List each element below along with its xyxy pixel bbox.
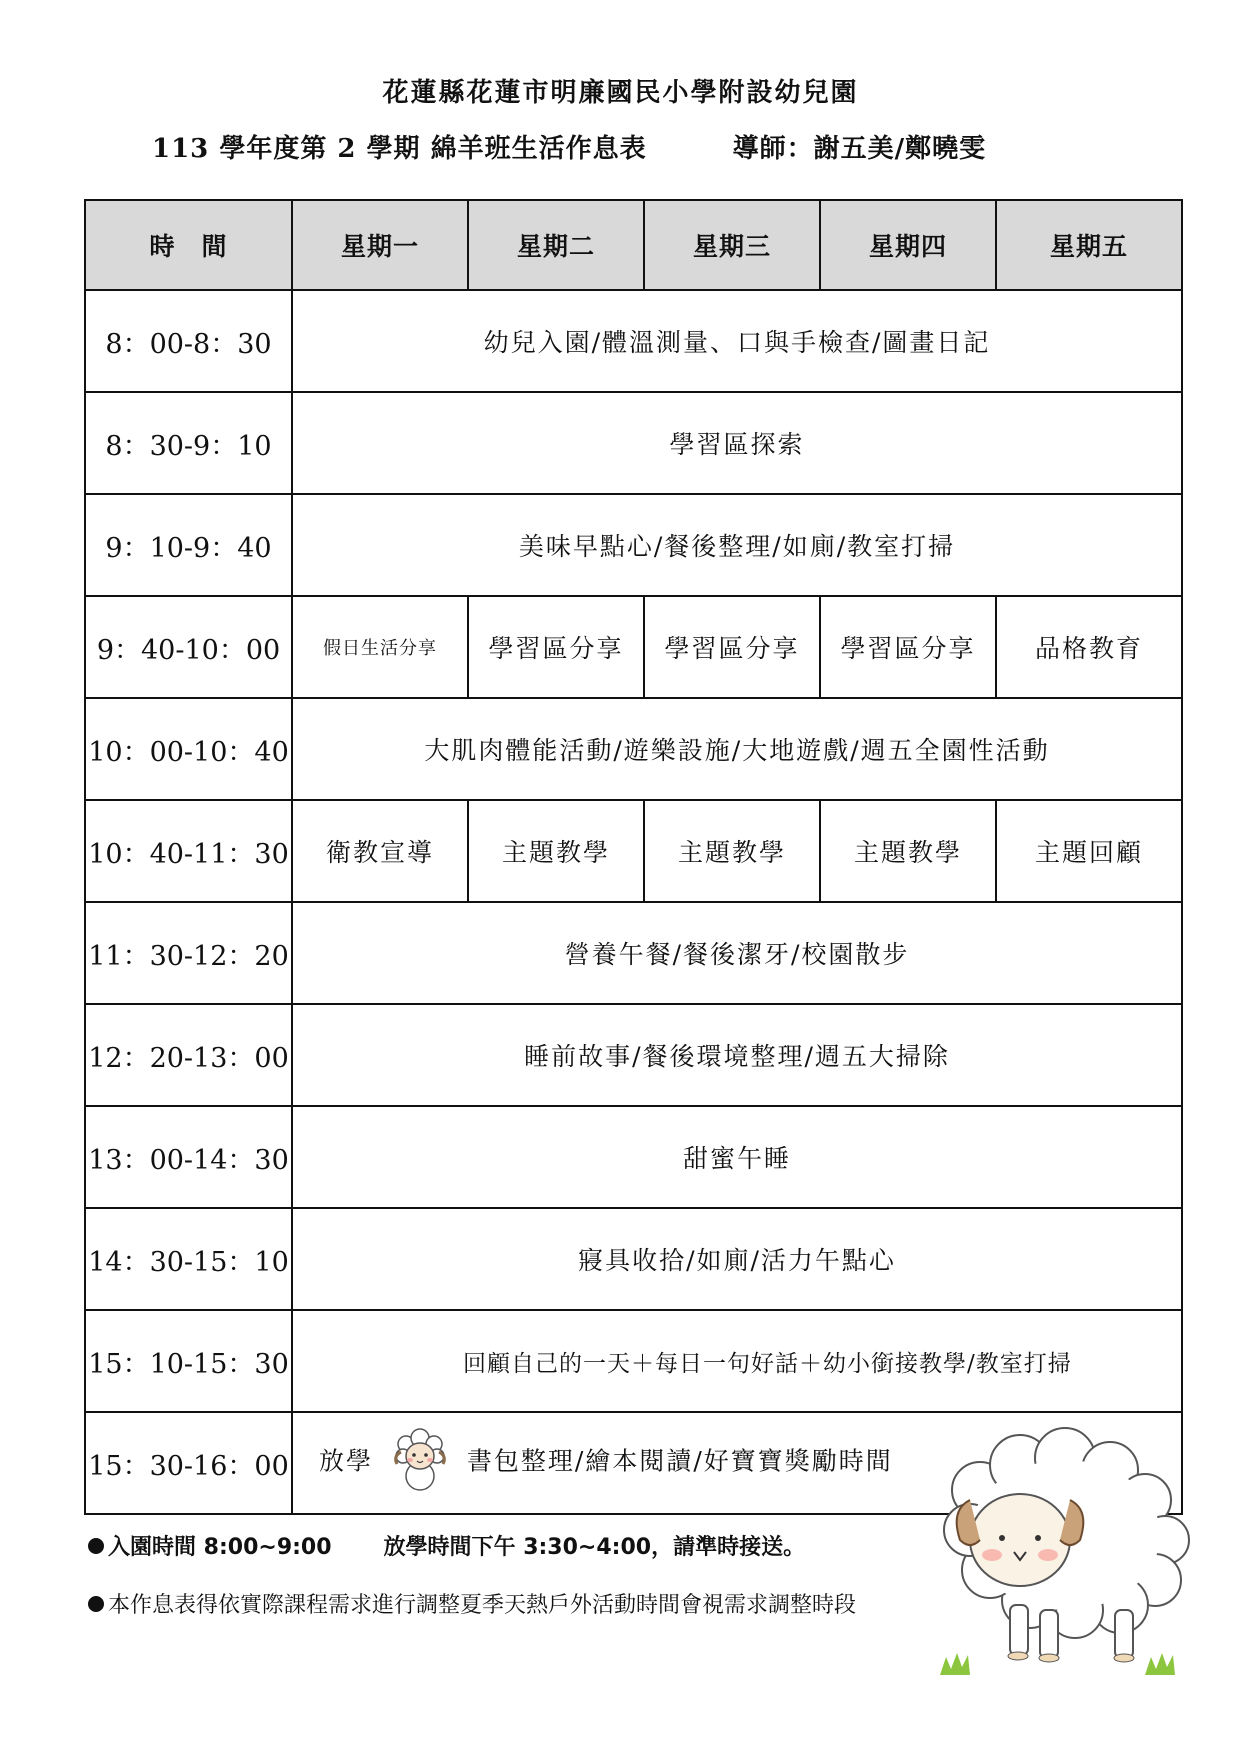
activity-cell-fri: 品格教育: [996, 596, 1182, 698]
table-row: [85, 1310, 1182, 1412]
bullet-icon: [88, 1596, 104, 1612]
table-row: [85, 1004, 1182, 1106]
table-row: [85, 494, 1182, 596]
activity-cell: 回顧自己的一天＋每日一句好話＋幼小銜接教學/教室打掃: [292, 1310, 1182, 1412]
table-row: [85, 1208, 1182, 1310]
sheep-illustration-small-icon: [391, 1426, 449, 1500]
activity-cell: 營養午餐/餐後潔牙/校園散步: [292, 902, 1182, 1004]
time-cell: 14：30-15：10: [85, 1208, 292, 1310]
time-cell: 10：40-11：30: [85, 800, 292, 902]
table-row: [85, 290, 1182, 392]
table-row: [85, 800, 1182, 902]
time-cell: 9：10-9：40: [85, 494, 292, 596]
dismissal-label: 放學: [319, 1446, 374, 1476]
day-header-mon: 星期一: [292, 200, 468, 290]
table-row: [85, 902, 1182, 1004]
time-column-header: 時 間: [85, 200, 292, 290]
time-cell: 15：30-16：00: [85, 1412, 292, 1514]
teacher-names: 導師：謝五美/鄭曉雯: [732, 134, 987, 164]
time-cell: 8：30-9：10: [85, 392, 292, 494]
activity-cell-wed: 主題教學: [644, 800, 820, 902]
day-header-fri: 星期五: [996, 200, 1182, 290]
dismissal-activities: 書包整理/繪本閱讀/好寶寶獎勵時間: [466, 1446, 893, 1476]
entry-note: [88, 1530, 805, 1561]
table-header-row: [85, 200, 1182, 290]
activity-cell-tue: 學習區分享: [468, 596, 644, 698]
activity-cell: 學習區探索: [292, 392, 1182, 494]
time-cell: 13：00-14：30: [85, 1106, 292, 1208]
activity-cell: 美味早點心/餐後整理/如廁/教室打掃: [292, 494, 1182, 596]
time-cell: 9：40-10：00: [85, 596, 292, 698]
activity-cell: 甜蜜午睡: [292, 1106, 1182, 1208]
activity-cell: 幼兒入園/體溫測量、口與手檢查/圖畫日記: [292, 290, 1182, 392]
time-cell: 10：00-10：40: [85, 698, 292, 800]
term-title: 113 學年度第 2 學期 綿羊班生活作息表: [152, 134, 647, 164]
school-title: 花蓮縣花蓮市明廉國民小學附設幼兒園: [382, 78, 859, 108]
table-row: [85, 1106, 1182, 1208]
day-header-thu: 星期四: [820, 200, 996, 290]
table-row: [85, 392, 1182, 494]
activity-cell-tue: 主題教學: [468, 800, 644, 902]
time-cell: 8：00-8：30: [85, 290, 292, 392]
schedule-table: [84, 199, 1183, 1515]
time-cell: 11：30-12：20: [85, 902, 292, 1004]
adjust-note: [88, 1588, 856, 1619]
activity-cell: 寢具收拾/如廁/活力午點心: [292, 1208, 1182, 1310]
activity-cell-thu: 主題教學: [820, 800, 996, 902]
activity-cell-wed: 學習區分享: [644, 596, 820, 698]
time-cell: 12：20-13：00: [85, 1004, 292, 1106]
sheep-illustration-large-icon: [940, 1420, 1200, 1680]
bullet-icon: [88, 1538, 104, 1554]
time-cell: 15：10-15：30: [85, 1310, 292, 1412]
table-row: [85, 698, 1182, 800]
leave-time: 放學時間下午 3:30~4:00，請準時接送。: [383, 1535, 806, 1560]
activity-cell-mon: 假日生活分享: [292, 596, 468, 698]
table-row: [85, 596, 1182, 698]
activity-cell: 睡前故事/餐後環境整理/週五大掃除: [292, 1004, 1182, 1106]
activity-cell-thu: 學習區分享: [820, 596, 996, 698]
schedule-title: [152, 128, 986, 165]
activity-cell-mon: 衛教宣導: [292, 800, 468, 902]
adjust-text: 本作息表得依實際課程需求進行調整夏季天熱戶外活動時間會視需求調整時段: [108, 1593, 857, 1618]
activity-cell-fri: 主題回顧: [996, 800, 1182, 902]
day-header-tue: 星期二: [468, 200, 644, 290]
entry-time: 入園時間 8:00~9:00: [108, 1535, 332, 1560]
day-header-wed: 星期三: [644, 200, 820, 290]
activity-cell: 大肌肉體能活動/遊樂設施/大地遊戲/週五全園性活動: [292, 698, 1182, 800]
